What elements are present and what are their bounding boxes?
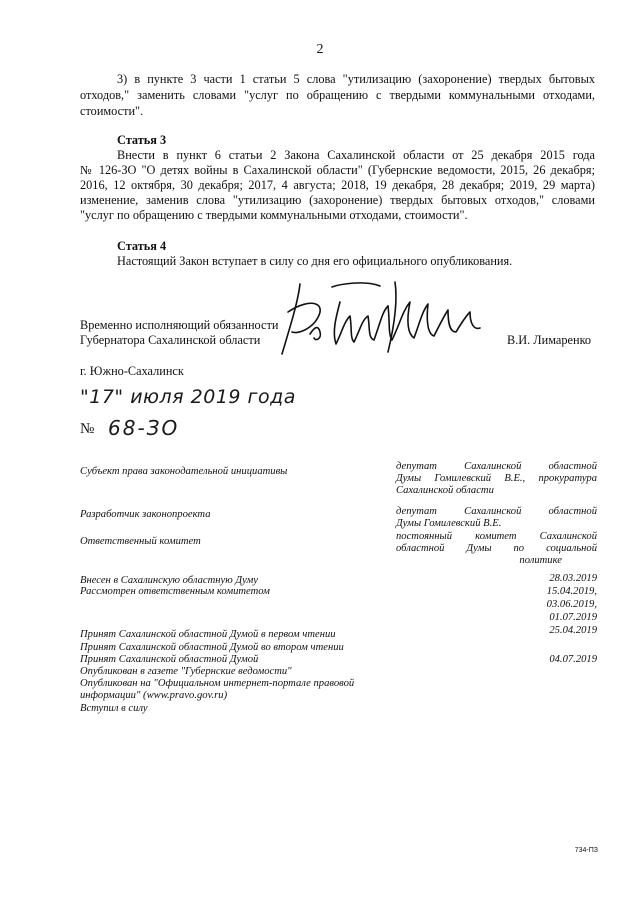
meta-subject-label: Субъект права законодательной инициативы xyxy=(80,466,288,477)
article3-line2: № 126-ЗО "О детях войны в Сахалинской области" (Губернские ведомости, 2015, 26 декабря; xyxy=(80,163,595,177)
meta-subject-value-2: Думы Гомилевский В.Е., прокуратура xyxy=(396,473,597,484)
meta-first-reading-date: 25.04.2019 xyxy=(549,625,597,636)
article3-line4: изменение, заменив слова "утилизацию (захоронение) твердых бытовых отходов," словами xyxy=(80,193,595,207)
meta-submitted-label: Внесен в Сахалинскую областную Думу xyxy=(80,575,258,586)
meta-reviewed-date-1: 15.04.2019, xyxy=(546,586,597,597)
handwritten-date: "17" июля 2019 года xyxy=(80,386,296,408)
handwritten-number: 68-ЗО xyxy=(108,416,180,440)
article4-line1: Настоящий Закон вступает в силу со дня его официального опубликования. xyxy=(117,254,513,268)
meta-subject-value-3: Сахалинской области xyxy=(396,485,494,496)
article3-line3: 2016, 12 октября, 30 декабря; 2017, 4 августа; 2018, 19 декабря, 28 декабря; 2019, 29 марта) xyxy=(80,178,595,192)
meta-subject-value-1: депутат Сахалинской областной xyxy=(396,461,597,472)
meta-adopted-date: 04.07.2019 xyxy=(549,654,597,665)
meta-developer-value-1: депутат Сахалинской областной xyxy=(396,506,597,517)
meta-second-reading-label: Принят Сахалинской областной Думой во втором чтении xyxy=(80,642,344,653)
number-prefix: № xyxy=(80,421,95,437)
meta-adopted-label: Принят Сахалинской областной Думой xyxy=(80,654,259,665)
article4-heading: Статья 4 xyxy=(117,239,167,253)
meta-submitted-date: 28.03.2019 xyxy=(549,573,597,584)
meta-published-portal-label-2: информации" (www.pravo.gov.ru) xyxy=(80,690,228,701)
meta-committee-value-3: политике xyxy=(519,555,562,566)
meta-reviewed-date-2: 03.06.2019, xyxy=(546,599,597,610)
meta-developer-label: Разработчик законопроекта xyxy=(80,509,211,520)
article3-heading: Статья 3 xyxy=(117,133,167,147)
handwritten-signature xyxy=(270,272,500,362)
meta-in-force-label: Вступил в силу xyxy=(80,703,148,714)
article3-line5: "услуг по обращению с твердыми коммунальными отходами, стоимости". xyxy=(80,208,468,222)
page-number: 2 xyxy=(316,42,324,57)
meta-committee-label: Ответственный комитет xyxy=(80,536,201,547)
city: г. Южно-Сахалинск xyxy=(80,364,184,378)
meta-first-reading-label: Принят Сахалинской областной Думой в первом чтении xyxy=(80,629,336,640)
item3-line2: отходов," заменить словами "услуг по обращению с твердыми коммунальными отходами, xyxy=(80,88,595,102)
item3-line1: 3) в пункте 3 части 1 статьи 5 слова "утилизацию (захоронение) твердых бытовых xyxy=(117,72,595,86)
signatory-title-line1: Временно исполняющий обязанности xyxy=(80,318,279,332)
meta-developer-value-2: Думы Гомилевский В.Е. xyxy=(396,518,502,529)
footer-code: 734-ПЗ xyxy=(574,847,598,854)
meta-published-portal-label-1: Опубликован на "Официальном интернет-портале правовой xyxy=(80,678,355,689)
meta-reviewed-label: Рассмотрен ответственным комитетом xyxy=(80,586,270,597)
signatory-name: В.И. Лимаренко xyxy=(507,333,592,347)
meta-reviewed-date-3: 01.07.2019 xyxy=(549,612,597,623)
signatory-title-line2: Губернатора Сахалинской области xyxy=(80,333,261,347)
item3-line3: стоимости". xyxy=(80,104,144,118)
article3-line1: Внести в пункт 6 статьи 2 Закона Сахалинской области от 25 декабря 2015 года xyxy=(117,148,595,162)
meta-committee-value-1: постоянный комитет Сахалинской xyxy=(396,531,597,542)
meta-committee-value-2: областной Думы по социальной xyxy=(396,543,597,554)
meta-published-newspaper-label: Опубликован в газете "Губернские ведомости" xyxy=(80,666,292,677)
